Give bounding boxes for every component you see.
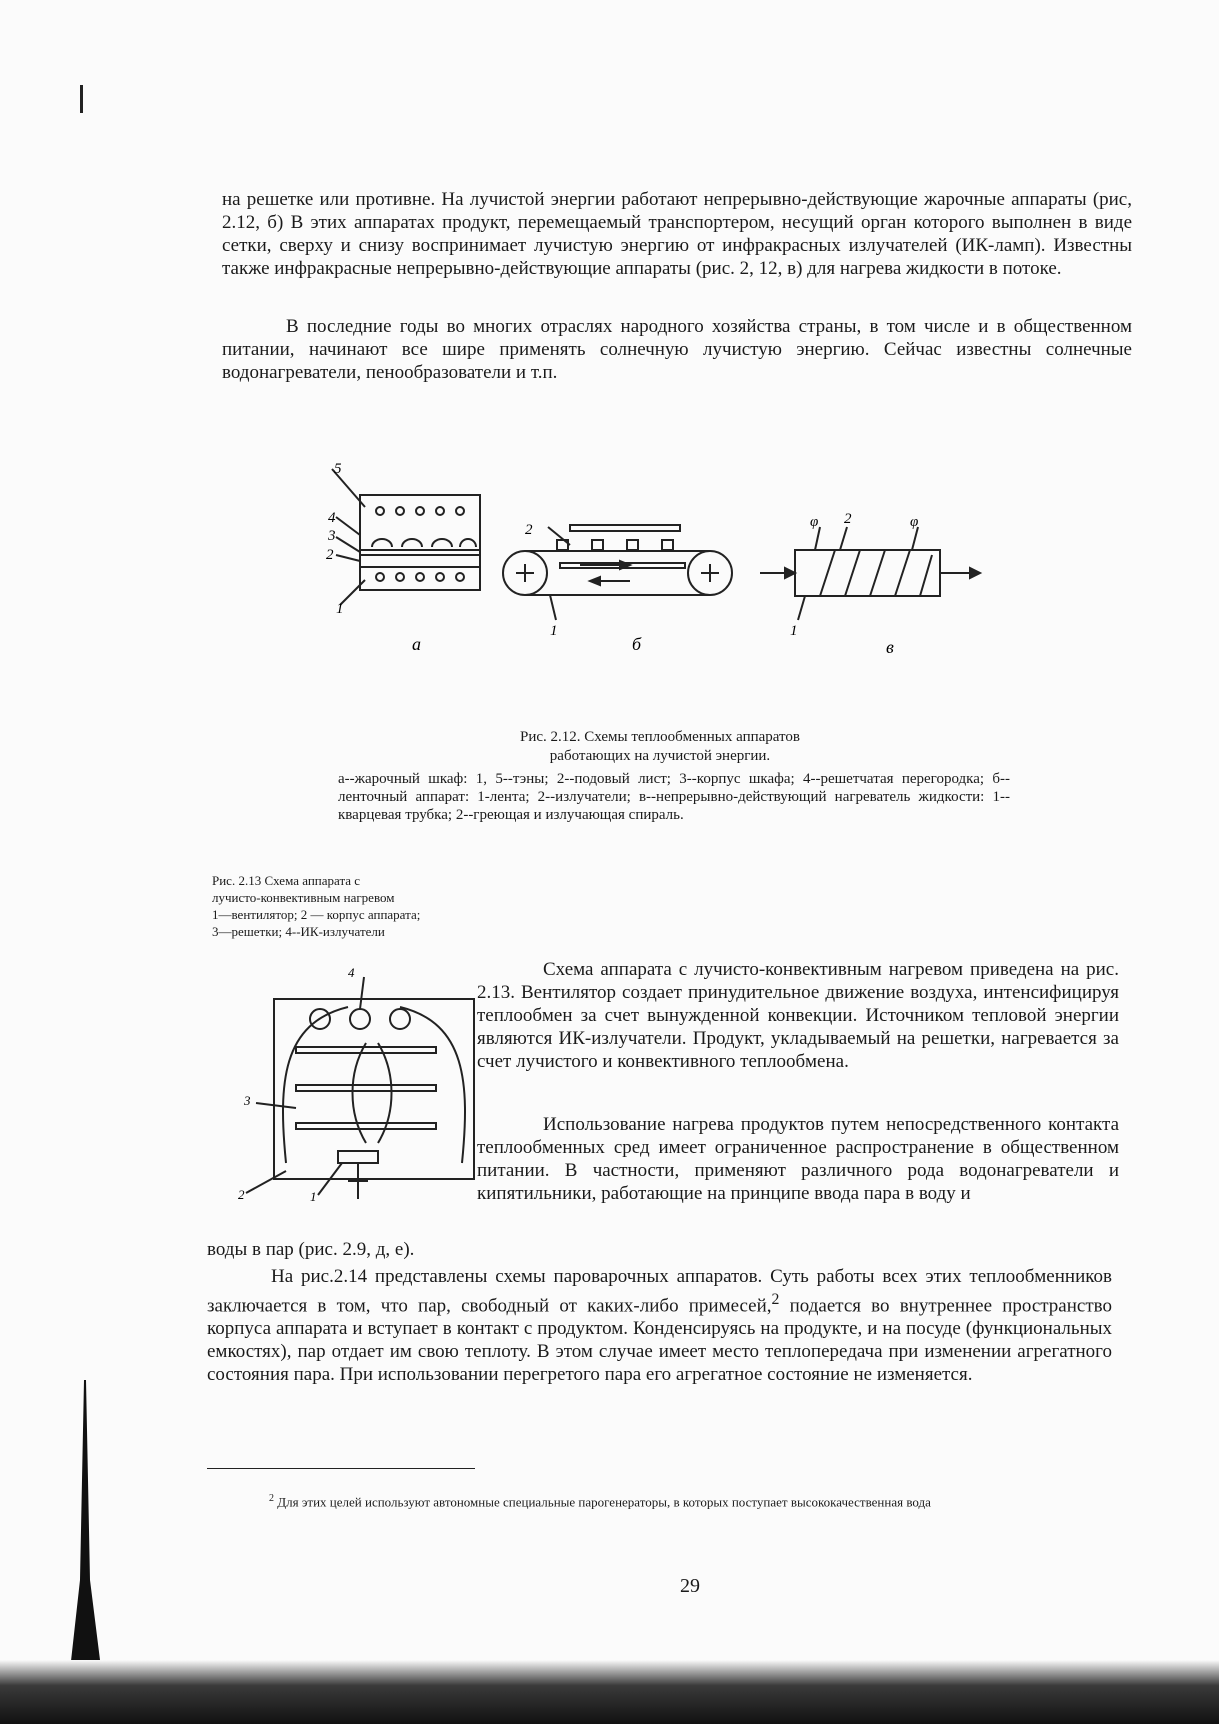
label-a-5: 5 <box>334 461 342 477</box>
page-number: 29 <box>680 1575 700 1597</box>
scan-bottom-shadow <box>0 1660 1219 1724</box>
label-v-phi-left: φ <box>810 514 819 530</box>
caption-title-line-2: работающих на лучистой энергии. <box>549 748 771 764</box>
figure-2-12-diagram <box>320 455 1000 660</box>
figure-2-12-caption-title <box>440 728 880 766</box>
diagram-b-belt-apparatus <box>503 525 732 620</box>
paragraph-solar-energy: В последние годы во многих отраслях народного хозяйства страны, в том числе и в общественном питании, начинают все шире применять солнечную лучистую энергию. Сейчас известны солнечные водонагреватели, пенообразователи и т.п. <box>222 316 1132 383</box>
steam-text-before-footnote: На рис.2.14 представлены схемы пароварочных аппаратов. Суть работы всех этих теплообменников заключается в том, что пар, свободный от каких-либо примесей, <box>207 1266 1112 1317</box>
fig213-caption-line-4: 3—решетки; 4--ИК-излучатели <box>212 924 385 939</box>
figure-2-13-diagram <box>238 963 478 1203</box>
label-a-2: 2 <box>326 547 334 563</box>
label-b-1: 1 <box>550 623 558 639</box>
footnote-text: Для этих целей используют автономные специальные парогенераторы, в которых поступает высококачественная вода <box>274 1494 931 1510</box>
diagram-v-liquid-heater <box>760 527 980 620</box>
fig213-caption-line-3: 1—вентилятор; 2 — корпус аппарата; <box>212 907 421 922</box>
label-b-2: 2 <box>525 522 533 538</box>
convective-apparatus-body <box>246 977 474 1199</box>
footnote-reference: 2 <box>771 1291 780 1308</box>
fig213-label-2: 2 <box>238 1187 245 1202</box>
top-heaters-row <box>376 507 464 515</box>
subfigure-label-v: в <box>886 637 894 657</box>
fig213-caption-line-1: Рис. 2.13 Схема аппарата с <box>212 873 361 888</box>
figure-2-12-caption-legend: а--жарочный шкаф: 1, 5--тэны; 2--подовый лист; 3--корпус шкафа; 4--решетчатая перегородка; б--ленточный аппарат: 1-лента; 2--излучатели; в--непрерывно-действующий нагреватель жидкости: 1--кварцевая трубка; 2--греющая и излучающая спираль. <box>338 771 1010 823</box>
caption-title-line-1: Рис. 2.12. Схемы теплообменных аппаратов <box>519 729 800 745</box>
label-v-phi-right: φ <box>910 514 919 530</box>
label-v-1: 1 <box>790 623 798 639</box>
label-v-2: 2 <box>844 511 852 527</box>
paragraph-infrared-apparatus: на решетке или противне. На лучистой энергии работают непрерывно-действующие жарочные аппараты (рис, 2.12, б) В этих аппаратах продукт, перемещаемый транспортером, несущий орган которого выполнен в виде сетки, сверху и снизу воспринимает лучистую энергию от инфракрасных излучателей (ИК-ламп). Известны также инфракрасные непрерывно-действующие аппараты (рис. 2, 12, в) для нагрева жидкости в потоке. <box>222 189 1132 279</box>
scan-artifact-mark <box>80 85 83 113</box>
label-a-3: 3 <box>328 528 336 544</box>
fig213-label-3: 3 <box>244 1093 251 1108</box>
bottom-heaters-row <box>376 573 464 581</box>
subfigure-label-a: а <box>412 634 421 654</box>
paragraph-direct-contact-tail: воды в пар (рис. 2.9, д, е). <box>207 1239 415 1260</box>
subfigure-label-b: б <box>632 634 642 654</box>
fig213-caption-line-2: лучисто-конвективным нагревом <box>212 890 395 905</box>
steam-text-after-footnote: подается во внутреннее пространство корпуса аппарата и вступает в контакт с продуктом. Конденсируясь на продукте, и на посуде (функциональных емкостях), пар отдает им свою теплоту. В этом случае имеет место теплопередача при изменении агрегатного состояния пара. При использовании перегретого пара его агрегатное состояние не изменяется. <box>207 1295 1112 1386</box>
paragraph-steam-cooking <box>207 1265 1112 1386</box>
footnote-separator <box>207 1468 475 1469</box>
label-a-1: 1 <box>336 601 344 617</box>
figure-2-13-caption <box>212 872 512 940</box>
fig213-label-4: 4 <box>348 965 355 980</box>
footnote <box>207 1490 1112 1511</box>
footnote-mark: 2 <box>269 1493 274 1504</box>
diagram-a-oven-cabinet <box>332 469 480 605</box>
paragraph-direct-contact-heating: Использование нагрева продуктов путем непосредственного контакта теплообменных сред имеет ограниченное распространение в общественном питании. В частности, применяют различного рода водонагреватели и кипятильники, работающие на принципе ввода пара в воду и <box>477 1114 1119 1204</box>
label-a-4: 4 <box>328 510 336 526</box>
paragraph-convective-apparatus: Схема аппарата с лучисто-конвективным нагревом приведена на рис. 2.13. Вентилятор создает принудительное движение воздуха, интенсифицируя теплообмен за счет вынужденной конвекции. Источником тепловой энергии являются ИК-излучатели. Продукт, укладываемый на решетки, нагревается за счет лучистого и конвективного теплообмена. <box>477 959 1119 1072</box>
fig213-label-1: 1 <box>310 1189 317 1203</box>
